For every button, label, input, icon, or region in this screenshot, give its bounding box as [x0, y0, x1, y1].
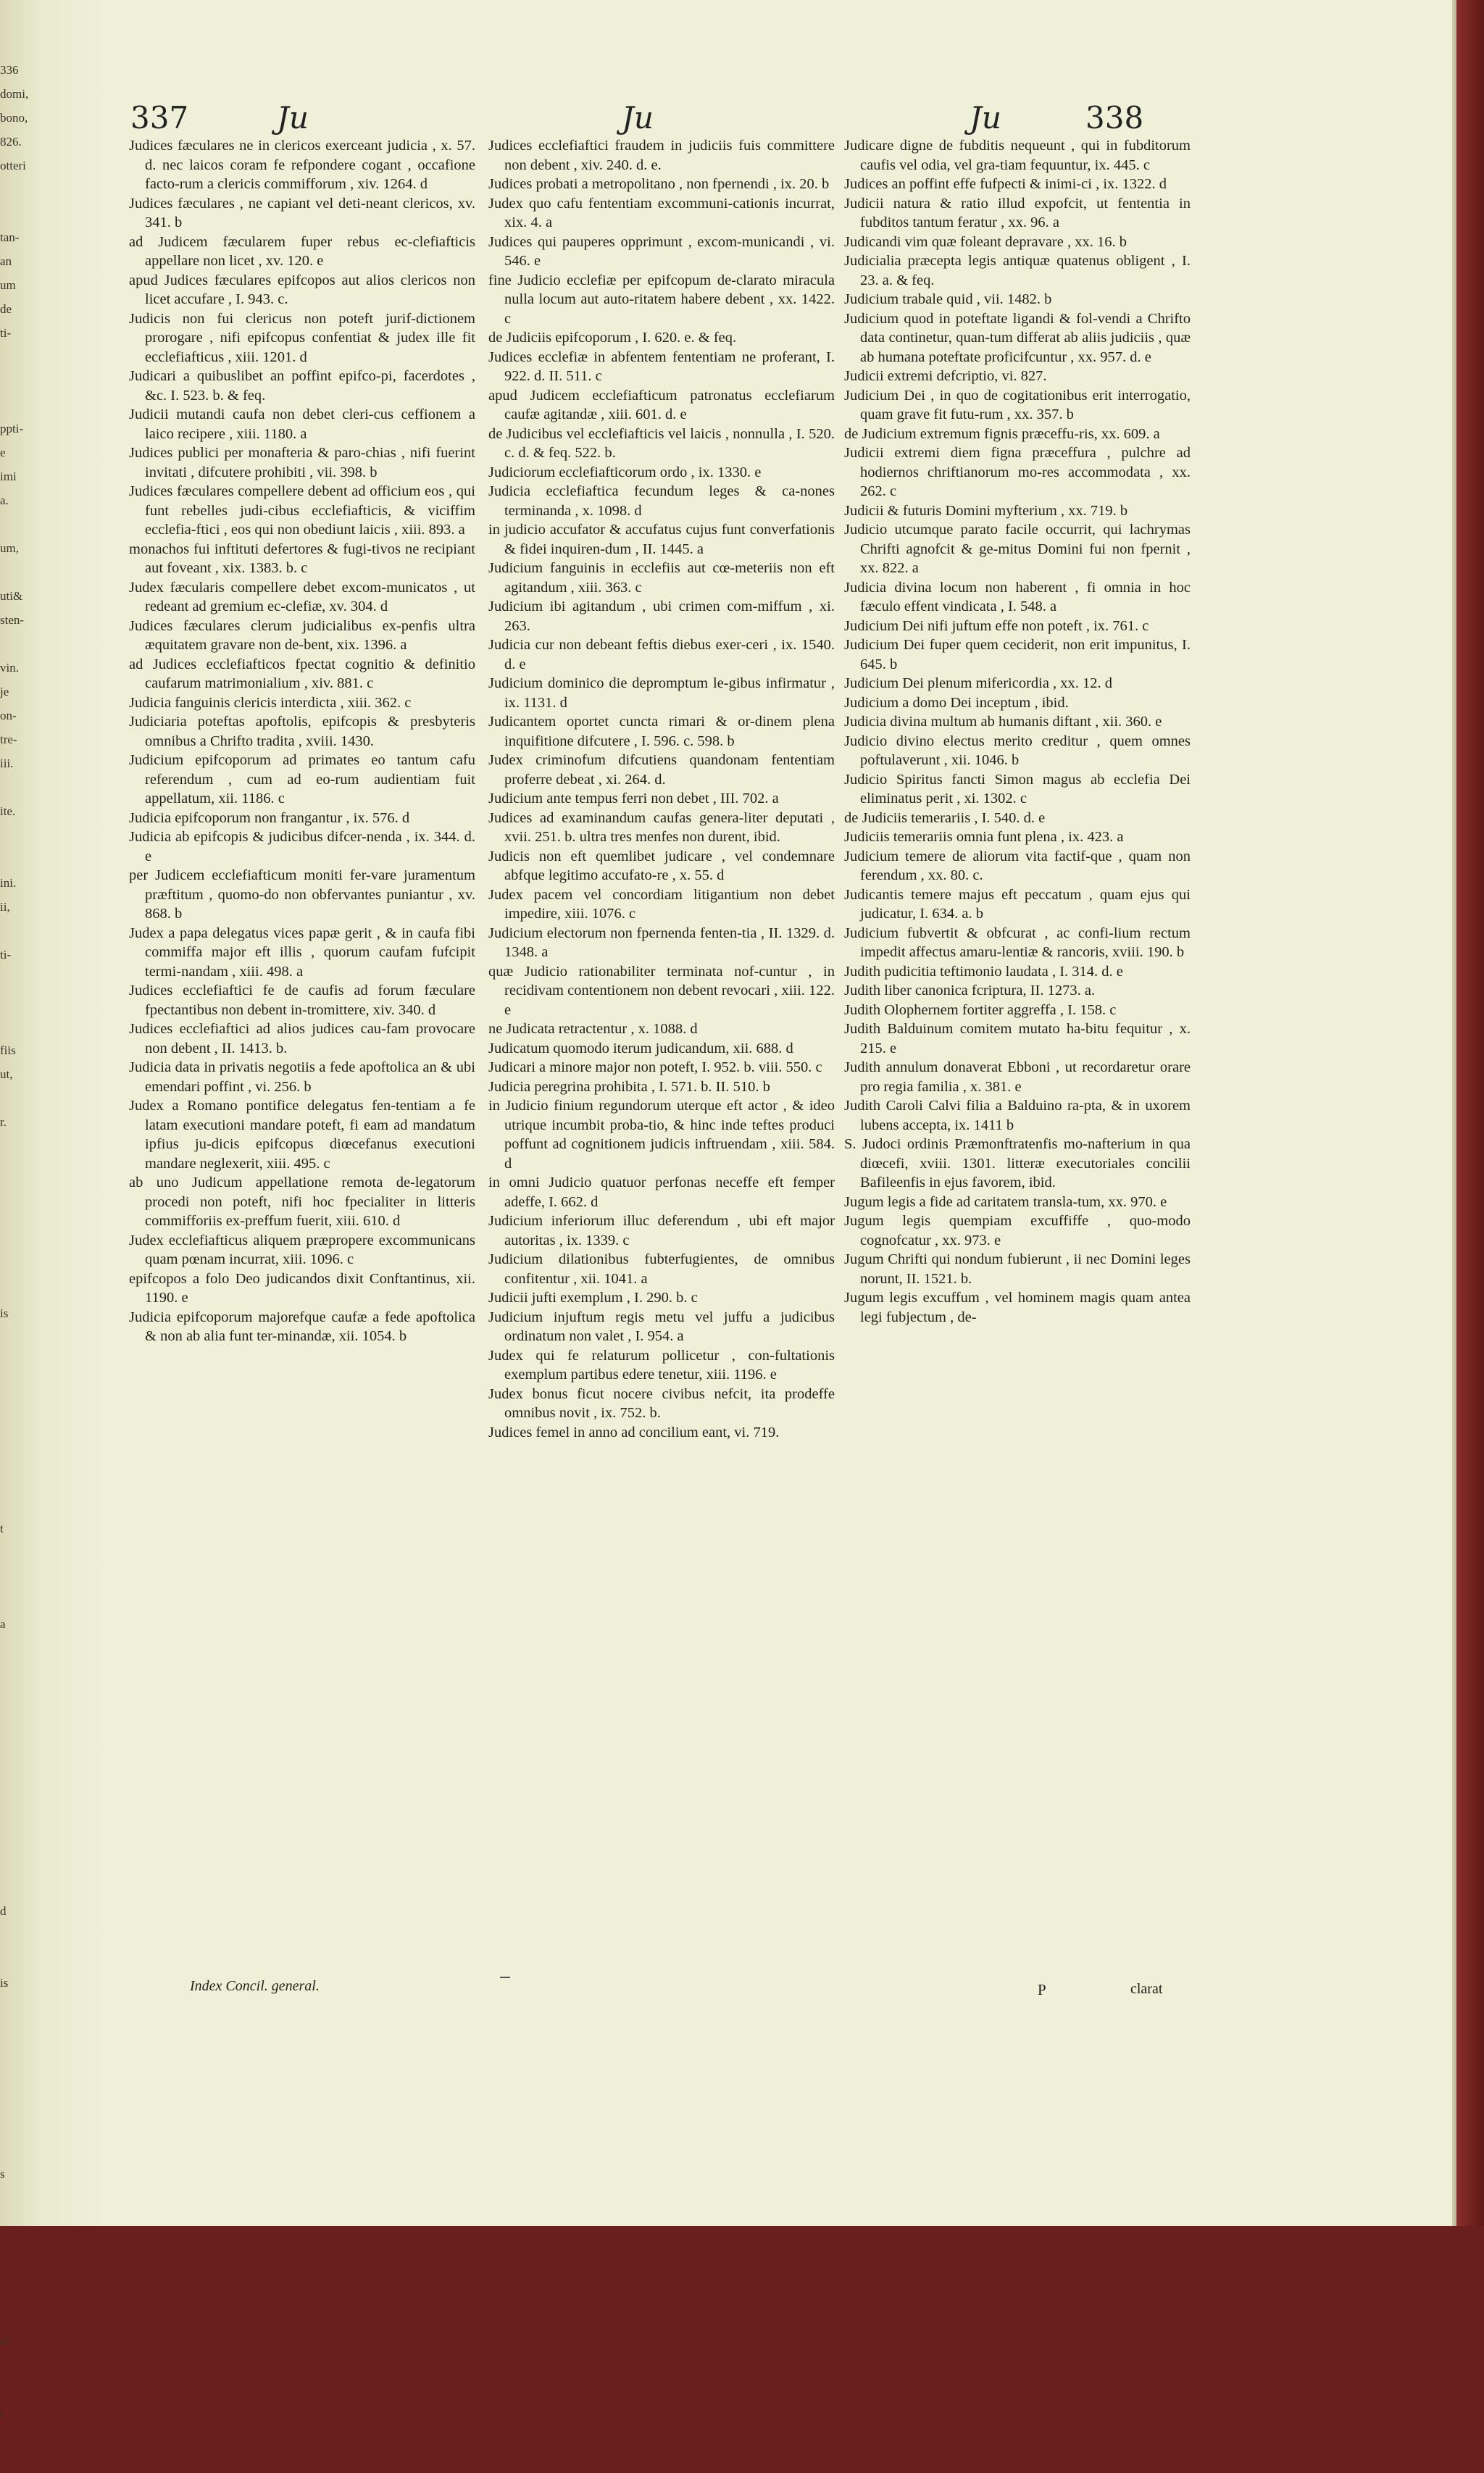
index-entry: Judicia ecclefiaftica fecundum leges & ca-nones terminanda , x. 1098. d: [488, 483, 835, 519]
footer-catchword-right: clarat: [1130, 1981, 1163, 1997]
index-entry: Judices ecclefiaftici ad alios judices cau-fam provocare non debent , II. 1413. b.: [129, 1021, 475, 1056]
index-entry: Judicio utcumque parato facile occurrit, qui lachrymas Chrifti agnofcit & ge-mitus Domini fui non fpernit , xx. 822. a: [844, 522, 1191, 576]
previous-page-fragment: s: [0, 2167, 5, 2181]
previous-page-fragment: [0, 1827, 38, 1851]
previous-page-fragment: [0, 1445, 38, 1469]
previous-page-fragment: [0, 1469, 38, 1493]
previous-page-fragment: je: [0, 685, 9, 698]
previous-page-fragment: r.: [0, 1115, 7, 1129]
index-entry: Judicium temere de aliorum vita factif-que , quam non ferendum , xx. 80. c.: [844, 848, 1191, 883]
previous-page-fragment: r: [0, 2406, 4, 2420]
index-entry: Judicii jufti exemplum , I. 290. b. c: [488, 1290, 698, 1306]
index-entry: in Judicio finium regundorum uterque eft actor , & ideo utrique incumbit proba-tio, & hinc inde teftes produci poffunt ad cognitionem judicis inftruendam , xiii. 584. d: [488, 1098, 835, 1172]
previous-page-fragment: iii.: [0, 756, 14, 770]
previous-page-fragment: 336: [0, 63, 19, 77]
index-entry: de Judicium extremum fignis præceffu-ris, xx. 609. a: [844, 425, 1160, 442]
index-entry: Judicium dominico die depromptum le-gibus infirmatur , ix. 1131. d: [488, 675, 835, 711]
index-entry: Jugum legis quempiam excuffiffe , quo-modo cognofcatur , xx. 973. e: [844, 1213, 1191, 1248]
previous-page-fragment: a.: [0, 493, 9, 507]
index-entry: Judiciaria poteftas apoftolis, epifcopis & presbyteris omnibus a Chrifto tradita , xviii. 1430.: [129, 714, 475, 749]
index-entry: Judicium quod in poteftate ligandi & fol-vendi a Chrifto data continetur, quan-tum differat ab aliis judiciis , quæ ab humana poteftate proficifcuntur , xx. 957. d. e: [844, 310, 1191, 365]
index-entry: Judicii extremi diem figna præceffura , pulchre ad hodiernos chriftianorum mo-res accommodata , xx. 262. c: [844, 445, 1191, 499]
previous-page-fragment: [0, 823, 38, 847]
previous-page-fragment: [0, 1373, 38, 1397]
index-entry: Judicii natura & ratio illud expofcit, ut fententia in fubditos tantum feratur , xx. 96. a: [844, 195, 1191, 230]
previous-page-fragment: ti-: [0, 326, 12, 340]
index-entry: Judicium ante tempus ferri non debet , III. 702. a: [488, 791, 779, 806]
previous-page-fragment: [0, 1421, 38, 1445]
index-entry: Judex quo cafu fententiam excommuni-cationis incurrat, xix. 4. a: [488, 195, 835, 230]
index-entry: ne Judicata retractentur , x. 1088. d: [488, 1021, 698, 1037]
previous-page-fragment: [0, 1636, 38, 1660]
index-entry: Judices publici per monafteria & paro-chias , nifi fuerint invitati , difcutere prohibiti , vii. 398. b: [129, 445, 475, 480]
index-entry: Judices ecclefiæ in abfentem fententiam ne proferant, I. 922. d. II. 511. c: [488, 349, 835, 384]
index-entry: per Judicem ecclefiafticum moniti fer-vare juramentum præftitum , quomo-do non obfervantes puniantur , xv. 868. b: [129, 867, 475, 922]
index-entry: Judex qui fe relaturum pollicetur , con-fultationis exemplum partibus edere tenetur, xiii. 1196. e: [488, 1347, 835, 1383]
index-entry: Judex bonus ficut nocere civibus nefcit, ita prodeffe omnibus novit , ix. 752. b.: [488, 1385, 835, 1421]
index-entry: Judicantis temere majus eft peccatum , quam ejus qui judicatur, I. 634. a. b: [844, 886, 1191, 922]
previous-page-fragment: [0, 2186, 38, 2210]
previous-page-fragment: [0, 2067, 38, 2090]
previous-page-fragment: [0, 1206, 38, 1230]
previous-page-fragment: bono,: [0, 111, 28, 125]
index-entry: Judices ecclefiaftici fe de caufis ad forum fæculare fpectantibus non debent in-tromittere, xiv. 340. d: [129, 983, 475, 1018]
index-entry: quæ Judicio rationabiliter terminata nof-cuntur , in recidivam contentionem non debent revocari , xiii. 122. e: [488, 963, 835, 1018]
previous-page-fragment: [0, 1014, 38, 1038]
index-entry: Judith liber canonica fcriptura, II. 1273. a.: [844, 983, 1096, 998]
index-entry: Judices femel in anno ad concilium eant, vi. 719.: [488, 1424, 780, 1440]
previous-page-fragment: [0, 2043, 38, 2067]
index-entry: de Judiciis epifcoporum , I. 620. e. & feq.: [488, 330, 737, 346]
index-entry: in omni Judicio quatuor perfonas neceffe eft femper adeffe, I. 662. d: [488, 1175, 835, 1210]
previous-page-fragment: [0, 1493, 38, 1517]
previous-page-fragment: [0, 201, 38, 225]
index-entry: Judicialia præcepta legis antiquæ quatenus obligent , I. 23. a. & feq.: [844, 253, 1191, 288]
previous-page-fragment: [0, 1851, 38, 1875]
index-entry: Judicium dilationibus fubterfugientes, de omnibus confitentur , xii. 1041. a: [488, 1251, 835, 1287]
previous-page-fragment: on-: [0, 709, 17, 722]
previous-page-fragment: otteri: [0, 159, 26, 172]
index-entry: Judicia ab epifcopis & judicibus difcer-nenda , ix. 344. d. e: [129, 829, 475, 864]
previous-page-fragment: fiis: [0, 1043, 16, 1057]
index-entry: Judith annulum donaverat Ebboni , ut recordaretur orare pro regia familia , x. 381. e: [844, 1059, 1191, 1095]
previous-page-fragment: tre-: [0, 733, 17, 746]
index-entry: Jugum Chrifti qui nondum fubierunt , ii nec Domini leges norunt, II. 1521. b.: [844, 1251, 1191, 1287]
previous-page-fragment: [0, 1780, 38, 1803]
index-entry: Jugum legis a fide ad caritatem transla-tum, xx. 970. e: [844, 1193, 1167, 1210]
previous-page-fragment: [0, 2377, 38, 2401]
right-page-number: 338: [1085, 100, 1144, 135]
index-entry: fine Judicio ecclefiæ per epifcopum de-clarato miracula nulla locum aut auto-ritatem habere debent , xx. 1422. c: [488, 272, 835, 327]
index-entry: Judicium electorum non fpernenda fenten-tia , II. 1329. d. 1348. a: [488, 925, 835, 960]
previous-page-fragment: [0, 1684, 38, 1708]
previous-page-fragment: [0, 2282, 38, 2306]
previous-page-fragment: d: [0, 1904, 7, 1918]
previous-page-fragment: [0, 632, 38, 656]
previous-page-fragment: t: [0, 1522, 4, 1535]
book-cover-edge: [1456, 0, 1484, 2226]
index-entry: Judicare digne de fubditis nequeunt , qui in fubditorum caufis vel odia, vel gra-tiam fequuntur, ix. 445. c: [844, 138, 1191, 173]
index-entry: Judith Caroli Calvi filia a Balduino ra-pta, & in uxorem lubens accepta, ix. 1411 b: [844, 1098, 1191, 1133]
previous-page-fragment: [0, 1397, 38, 1421]
previous-page-fragment: [0, 1182, 38, 1206]
index-entry: ad Judicem fæcularem fuper rebus ec-clefiafticis appellare non licet , xv. 120. e: [129, 233, 475, 269]
previous-page-fragment: [0, 2138, 38, 2162]
previous-page-fragment: is: [0, 1976, 9, 1990]
index-entry: Judicii extremi defcriptio, vi. 827.: [844, 368, 1047, 384]
index-entry: Judiciis temerariis omnia funt plena , ix. 423. a: [844, 829, 1124, 845]
index-entry: Judicia epifcoporum non frangantur , ix. 576. d: [129, 809, 410, 826]
index-entry: Judicari a minore major non poteft, I. 952. b. viii. 550. c: [488, 1059, 822, 1075]
index-entry: Judiciorum ecclefiafticorum ordo , ix. 1330. e: [488, 464, 762, 480]
index-entry: Judices an poffint effe fufpecti & inimi-ci , ix. 1322. d: [844, 176, 1167, 192]
index-entry: apud Judices fæculares epifcopos aut alios clericos non licet accufare , I. 943. c.: [129, 272, 475, 307]
index-entry: Judicium epifcoporum ad primates eo tantum cafu referendum , cum ad eo-rum audientiam fuit appellatum, xii. 1186. c: [129, 752, 475, 806]
previous-page-fragment: [0, 1349, 38, 1373]
index-entry: apud Judicem ecclefiafticum patronatus ecclefiarum caufæ agitandæ , xiii. 601. d. e: [488, 387, 835, 422]
previous-page-fragment: [0, 2353, 38, 2377]
index-entry: ad Judices ecclefiafticos fpectat cognitio & definitio caufarum matrimonialium , xiv. 881. c: [129, 656, 475, 691]
index-entry: Judicari a quibuslibet an poffint epifco-pi, facerdotes , &c. I. 523. b. & feq.: [129, 368, 475, 404]
index-entry: Judicia data in privatis negotiis a fede apoftolica an & ubi emendari poffint , vi. 256. b: [129, 1059, 475, 1095]
previous-page-fragment: [0, 1875, 38, 1899]
previous-page-fragment: [0, 2234, 38, 2258]
previous-page-fragment: [0, 1564, 38, 1588]
index-entry: Judices fæculares compellere debent ad officium eos , qui funt rebelles judi-cibus ecclefiafticis, & viciffim ecclefia-ftici , eos qui non obediunt laicis , xiii. 893. a: [129, 483, 475, 538]
index-entry: Judith Balduinum comitem mutato ha-bitu fequitur , x. 215. e: [844, 1021, 1191, 1056]
previous-page-fragment: [0, 512, 38, 536]
previous-page-fragment: [0, 2019, 38, 2043]
index-entry: Judicium ibi agitandum , ubi crimen com-miffum , xi. 263.: [488, 599, 835, 634]
index-entry: Judicium fubvertit & obfcurat , ac confi-lium rectum impedit affectus amaru-lentiæ & rancoris, xviii. 190. b: [844, 925, 1191, 960]
previous-page-fragment: [0, 2090, 38, 2114]
previous-page-fragment: ef: [0, 2335, 10, 2348]
previous-page-fragment: [0, 393, 38, 417]
previous-page-fragment: de: [0, 302, 12, 316]
previous-page-fragment: ii,: [0, 900, 10, 914]
index-column-2: [488, 136, 835, 1442]
previous-page-fragment: [0, 2449, 38, 2473]
center-running-head: Ju: [622, 100, 654, 135]
previous-page-fragment: ite.: [0, 804, 16, 818]
index-entry: de Judiciis temerariis , I. 540. d. e: [844, 809, 1046, 826]
index-entry: Judicia cur non debeant feftis diebus exer-ceri , ix. 1540. d. e: [488, 637, 835, 672]
previous-page-fragment: [0, 1995, 38, 2019]
previous-page-fragment: [0, 1732, 38, 1756]
previous-page-fragment: [0, 1134, 38, 1158]
index-entry: Judex a papa delegatus vices papæ gerit , & in caufa fibi commiffa major eft illis , quorum caufam fufcipit termi-nandam , xiii. 498. a: [129, 925, 475, 980]
index-entry: Judicium Dei plenum mifericordia , xx. 12. d: [844, 675, 1113, 691]
right-running-head: Ju: [970, 100, 1001, 135]
index-entry: Judicium Dei nifi juftum effe non poteft , ix. 761. c: [844, 617, 1149, 634]
index-entry: epifcopos a folo Deo judicandos dixit Conftantinus, xii. 1190. e: [129, 1270, 475, 1306]
index-entry: Judicium injuftum regis metu vel juffu a judicibus ordinatum non valet , I. 954. a: [488, 1309, 835, 1344]
left-page-number: 337: [130, 100, 189, 135]
previous-page-fragment: ut,: [0, 1067, 13, 1081]
previous-page-fragment: [0, 1254, 38, 1277]
index-column-3: [844, 136, 1191, 1327]
index-entry: Judicium inferiorum illuc deferendum , ubi eft major autoritas , ix. 1339. c: [488, 1213, 835, 1248]
previous-page-fragment: [0, 991, 38, 1014]
index-column-1: [129, 136, 475, 1346]
index-entry: ab uno Judicum appellatione remota de-legatorum procedi non poteft, nifi hoc fpecialiter in litteris commifforiis ex-preffum fuerit, xiii. 610. d: [129, 1175, 475, 1229]
index-entry: Judith pudicitia teftimonio laudata , I. 314. d. e: [844, 963, 1123, 980]
previous-page-fragment: [0, 847, 38, 871]
index-entry: Judicia divina multum ab humanis diftant , xii. 360. e: [844, 714, 1162, 730]
previous-page-fragment: [0, 1277, 38, 1301]
previous-page-fragments: [0, 58, 38, 2420]
left-running-head: Ju: [277, 100, 309, 135]
previous-page-fragment: is: [0, 1306, 9, 1320]
previous-page-fragment: [0, 1230, 38, 1254]
previous-page-fragment: [0, 775, 38, 799]
column-end-mark: [500, 1977, 510, 1978]
previous-page-fragment: [0, 369, 38, 393]
previous-page-fragment: sten-: [0, 613, 25, 627]
index-entry: de Judicibus vel ecclefiafticis vel laicis , nonnulla , I. 520. c. d. & feq. 522. b.: [488, 425, 835, 461]
index-entry: Judith Olophernem fortiter aggreffa , I. 158. c: [844, 1001, 1117, 1018]
previous-page-fragment: [0, 1540, 38, 1564]
previous-page-fragment: uti&: [0, 589, 23, 603]
previous-page-fragment: [0, 178, 38, 201]
index-entry: Judex a Romano pontifice delegatus fen-tentiam a fe latam executioni mandare poteft, fi eam ad mandatum ipfius ju-dicis epifcopus diœcefanus executioni mandare neglexerit, xiii. 495. c: [129, 1098, 475, 1172]
index-entry: Judicium trabale quid , vii. 1482. b: [844, 291, 1052, 307]
index-entry: Judicis non eft quemlibet judicare , vel condemnare abfque legitimo accufato-re , x. 55. d: [488, 848, 835, 883]
index-entry: Judex ecclefiafticus aliquem præpropere excommunicans quam pœnam incurrat, xiii. 1096. c: [129, 1232, 475, 1267]
previous-page-fragment: [0, 2306, 38, 2330]
previous-page-fragment: ini.: [0, 876, 17, 890]
index-entry: Judicandi vim quæ foleant depravare , xx. 16. b: [844, 233, 1127, 250]
previous-page-fragment: a: [0, 1617, 6, 1631]
previous-page-fragment: [0, 967, 38, 991]
index-entry: Judicia fanguinis clericis interdicta , xiii. 362. c: [129, 694, 412, 711]
previous-page-fragment: [0, 1158, 38, 1182]
index-entry: Judicio divino electus merito creditur , quem omnes poftulaverunt , xii. 1046. b: [844, 733, 1191, 768]
index-entry: Judicium fanguinis in ecclefiis aut cœ-meteriis non eft agitandum , xiii. 363. c: [488, 560, 835, 596]
index-entry: Judicis non fui clericus non poteft jurif-dictionem prorogare , nifi epifcopus confentiat & judex ille fit ecclefiafticus , xiii. 1201. d: [129, 310, 475, 365]
index-entry: Judex criminofum difcutiens quandonam fententiam proferre debeat , xi. 264. d.: [488, 752, 835, 788]
previous-page-fragment: [0, 1325, 38, 1349]
footer-catchword-left: Index Concil. general.: [190, 1978, 320, 1994]
index-entry: Judices probati a metropolitano , non fpernendi , ix. 20. b: [488, 176, 830, 192]
signature-mark: P: [1038, 1981, 1046, 1998]
previous-page-fragment: [0, 1708, 38, 1732]
previous-page-fragment: [0, 1923, 38, 1947]
index-entry: Judices fæculares clerum judicialibus ex-penfis ultra æquitatem gravare non de-bent, xix. 1396. a: [129, 617, 475, 653]
previous-page-fragment: [0, 919, 38, 943]
index-entry: monachos fui inftituti defertores & fugi-tivos ne recipiant aut foveant , xix. 1383. b. c: [129, 541, 475, 576]
index-entry: Judex fæcularis compellere debet excom-municatos , ut redeant ad gremium ec-clefiæ, xv. 304. d: [129, 579, 475, 614]
previous-page-fragment: [0, 560, 38, 584]
index-entry: Judices fæculares , ne capiant vel deti-neant clericos, xv. 341. b: [129, 195, 475, 230]
index-entry: Judicantem oportet cuncta rimari & or-dinem plena inquifitione difcutere , I. 596. c. 598. b: [488, 714, 835, 749]
index-entry: Judicium Dei fuper quem ceciderit, non erit impunitus, I. 645. b: [844, 637, 1191, 672]
index-entry: Judicio Spiritus fancti Simon magus ab ecclefia Dei eliminatus perit , xi. 1302. c: [844, 771, 1191, 806]
previous-page-fragment: [0, 2425, 38, 2449]
previous-page-fragment: um: [0, 278, 16, 292]
index-entry: Judices qui pauperes opprimunt , excom-municandi , vi. 546. e: [488, 233, 835, 269]
previous-page-fragment: domi,: [0, 87, 29, 101]
index-entry: Judex pacem vel concordiam litigantium non debet impedire, xiii. 1076. c: [488, 886, 835, 922]
index-entry: Judicium Dei , in quo de cogitationibus erit interrogatio, quam grave fit futu-rum , xx. 357. b: [844, 387, 1191, 422]
previous-page-fragment: [0, 2114, 38, 2138]
index-entry: Judicatum quomodo iterum judicandum, xii. 688. d: [488, 1040, 793, 1056]
previous-page-fragment: [0, 1086, 38, 1110]
previous-page-fragment: [0, 1660, 38, 1684]
index-entry: Judicii mutandi caufa non debet cleri-cus ceffionem a laico recipere , xiii. 1180. a: [129, 406, 475, 442]
previous-page-fragment: [0, 2258, 38, 2282]
previous-page-fragment: um,: [0, 541, 19, 555]
index-entry: in judicio accufator & accufatus cujus funt converfationis & fidei inquiren-dum , II. 1445. a: [488, 522, 835, 557]
previous-page-fragment: imi: [0, 470, 17, 483]
previous-page-fragment: ppti-: [0, 422, 24, 435]
previous-page-fragment: tan-: [0, 230, 20, 244]
previous-page-fragment: [0, 1947, 38, 1971]
previous-page-fragment: [0, 2210, 38, 2234]
index-entry: Judicia peregrina prohibita , I. 571. b. II. 510. b: [488, 1078, 770, 1095]
index-entry: Judicia epifcoporum majorefque caufæ a fede apoftolica & non ab alia funt ter-minandæ, xii. 1054. b: [129, 1309, 475, 1344]
previous-page-fragment: ti-: [0, 948, 12, 962]
previous-page-fragment: vin.: [0, 661, 19, 675]
previous-page-fragment: [0, 1588, 38, 1612]
index-entry: Judicia divina locum non haberent , fi omnia in hoc fæculo effent vindicata , I. 548. a: [844, 579, 1191, 614]
index-entry: Judices ecclefiaftici fraudem in judiciis fuis committere non debent , xiv. 240. d. e.: [488, 138, 835, 173]
index-entry: Jugum legis excuffum , vel hominem magis quam antea legi fubjectum , de-: [844, 1290, 1191, 1325]
index-entry: Judicium a domo Dei inceptum , ibid.: [844, 694, 1069, 711]
previous-page-fragment: [0, 345, 38, 369]
previous-page-fragment: 826.: [0, 135, 22, 149]
previous-page-fragment: an: [0, 254, 12, 268]
index-entry: S. Judoci ordinis Præmonftratenfis mo-nafterium in qua diœcefi, xviii. 1301. litteræ executoriales concilii Bafileenfis in ejus favorem, ibid.: [844, 1136, 1191, 1190]
previous-page-fragment: e: [0, 446, 6, 459]
index-entry: Judices fæculares ne in clericos exerceant judicia , x. 57. d. nec laicos coram fe refpondere cogant , occafione facto-rum a clericis commifforum , xiv. 1264. d: [129, 138, 475, 192]
previous-page-fragment: [0, 1803, 38, 1827]
index-entry: Judicii & futuris Domini myfterium , xx. 719. b: [844, 502, 1128, 519]
previous-page-fragment: [0, 1756, 38, 1780]
index-entry: Judices ad examinandum caufas genera-liter deputati , xvii. 251. b. ultra tres menfes non durent, ibid.: [488, 809, 835, 845]
